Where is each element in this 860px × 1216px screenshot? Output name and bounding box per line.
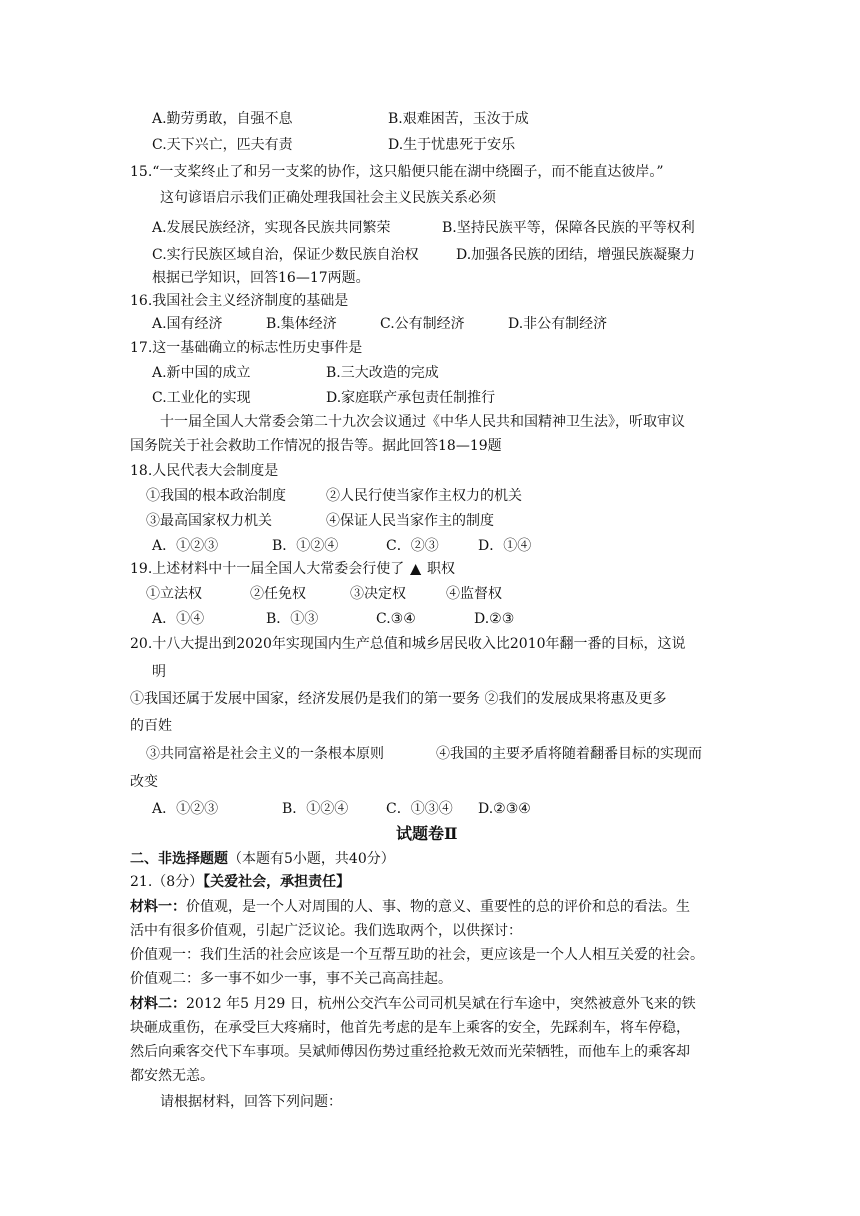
q21-material-2-line-3: 然后向乘客交代下车事项。吴斌师傅因伤势过重经抢救无效而光荣牺牲，而他车上的乘客却: [130, 1044, 690, 1060]
q21-prompt: 请根据材料，回答下列问题：: [160, 1094, 342, 1110]
q20-option-d: D.②③④: [478, 801, 531, 817]
q19-stem-before: 19.上述材料中十一届全国人大常委会行使了: [130, 561, 405, 577]
q18-option-b: B．①②④: [272, 538, 339, 554]
q20-statement-4-cont: 改变: [130, 774, 158, 790]
q20-statements-1-2: ①我国还属于发展中国家，经济发展仍是我们的第一要务 ②我们的发展成果将惠及更多: [130, 691, 667, 707]
material-2-label: 材料二：: [130, 996, 186, 1012]
q20-option-a: A．①②③: [152, 801, 219, 817]
q19-stem: [130, 560, 455, 578]
q19-option-a: A．①④: [152, 611, 205, 627]
q14-option-b: B.艰难困苦，玉汝于成: [388, 111, 529, 127]
section-2-title: 二、非选择题题: [130, 851, 228, 867]
q20-statement-3: ③共同富裕是社会主义的一条根本原则: [146, 746, 384, 762]
section-2-note: （本题有5小题，共40分）: [228, 851, 395, 867]
q20-option-c: C．①③④: [386, 801, 453, 817]
q21-value-1: 价值观一：我们生活的社会应该是一个互帮互助的社会，更应该是一个人人相互关爱的社会。: [130, 947, 704, 963]
q18-option-a: A．①②③: [152, 538, 219, 554]
q18-statement-3: ③最高国家权力机关: [146, 513, 272, 529]
q19-statement-1: ①立法权: [146, 586, 202, 602]
q21-number: 21.（8分）: [130, 874, 204, 890]
q21-title: 【关爱社会，承担责任】: [203, 874, 351, 890]
q15-option-b: B.坚持民族平等，保障各民族的平等权利: [442, 220, 695, 236]
material-1-label: 材料一：: [130, 899, 186, 915]
material-1-text: 价值观，是一个人对周围的人、事、物的意义、重要性的总的评价和总的看法。生: [186, 899, 690, 915]
q15-stem: 15.“一支桨终止了和另一支桨的协作，这只船便只能在湖中绕圈子，而不能直达彼岸。”: [130, 164, 664, 180]
q17-option-c: C.工业化的实现: [152, 390, 251, 406]
q19-stem-after: 职权: [427, 561, 456, 577]
q19-option-b: B．①③: [266, 611, 319, 627]
q16-stem: 16.我国社会主义经济制度的基础是: [130, 293, 349, 309]
q15-option-c: C.实行民族区域自治，保证少数民族自治权: [152, 247, 419, 263]
q18-statement-2: ②人民行使当家作主权力的机关: [326, 488, 522, 504]
q21-value-2: 价值观二：多一事不如少一事，事不关己高高挂起。: [130, 971, 452, 987]
paper-2-title: 试题卷Ⅱ: [396, 824, 458, 843]
q20-statement-4: ④我国的主要矛盾将随着翻番目标的实现而: [436, 746, 702, 762]
q19-option-d: D.②③: [474, 611, 515, 627]
q21-material-2-line-4: 都安然无恙。: [130, 1068, 214, 1084]
q20-option-b: B．①②④: [282, 801, 349, 817]
q17-option-a: A.新中国的成立: [152, 365, 251, 381]
q14-option-d: D.生于忧患死于安乐: [388, 137, 516, 153]
q16-option-d: D.非公有制经济: [508, 316, 608, 332]
q20-stem: 20.十八大提出到2020年实现国内生产总值和城乡居民收入比2010年翻一番的目标，这说: [130, 636, 686, 652]
q19-statement-2: ②任免权: [250, 586, 306, 602]
q21-material-2-line-2: 块砸成重伤，在承受巨大疼痛时，他首先考虑的是车上乘客的安全，先踩刹车，将车停稳，: [130, 1020, 690, 1036]
q14-option-a: A.勤劳勇敢，自强不息: [152, 111, 293, 127]
q14-option-c: C.天下兴亡，匹夫有责: [152, 137, 293, 153]
q17-option-d: D.家庭联产承包责任制推行: [326, 390, 496, 406]
q21-material-1-line-2: 活中有很多价值观，引起广泛议论。我们选取两个，以供探讨：: [130, 923, 522, 939]
q19-statement-3: ③决定权: [350, 586, 406, 602]
q16-option-a: A.国有经济: [152, 316, 223, 332]
q18-statement-4: ④保证人民当家作主的制度: [326, 513, 494, 529]
answer-blank-triangle: ▲: [410, 561, 422, 577]
q21-material-1-line-1: [130, 898, 690, 916]
q15-option-a: A.发展民族经济，实现各民族共同繁荣: [152, 220, 391, 236]
section-2-heading: [130, 850, 395, 868]
q18-statement-1: ①我国的根本政治制度: [146, 488, 286, 504]
q21-material-2-line-1: [130, 995, 696, 1013]
intro-16-17: 根据已学知识，回答16—17两题。: [152, 270, 370, 286]
material-2-text: 2012 年5 月29 日，杭州公交汽车公司司机吴斌在行车途中，突然被意外飞来的铁: [186, 996, 696, 1012]
q19-statement-4: ④监督权: [446, 586, 502, 602]
q15-stem-2: 这句谚语启示我们正确处理我国社会主义民族关系必须: [160, 190, 496, 206]
q19-option-c: C.③④: [376, 611, 416, 627]
q18-option-d: D．①④: [478, 538, 532, 554]
material-18-19-line-2: 国务院关于社会救助工作情况的报告等。据此回答18—19题: [130, 438, 502, 454]
q16-option-c: C.公有制经济: [380, 316, 465, 332]
q20-statements-1-2-cont: 的百姓: [130, 718, 172, 734]
q15-option-d: D.加强各民族的团结，增强民族凝聚力: [456, 247, 696, 263]
q18-option-c: C．②③: [386, 538, 439, 554]
q20-stem-2: 明: [152, 664, 166, 680]
q16-option-b: B.集体经济: [266, 316, 337, 332]
q17-option-b: B.三大改造的完成: [326, 365, 439, 381]
q18-stem: 18.人民代表大会制度是: [130, 463, 279, 479]
material-18-19-line-1: 十一届全国人大常委会第二十九次会议通过《中华人民共和国精神卫生法》，听取审议: [160, 414, 685, 430]
q21-header: [130, 873, 350, 891]
q17-stem: 17.这一基础确立的标志性历史事件是: [130, 340, 363, 356]
